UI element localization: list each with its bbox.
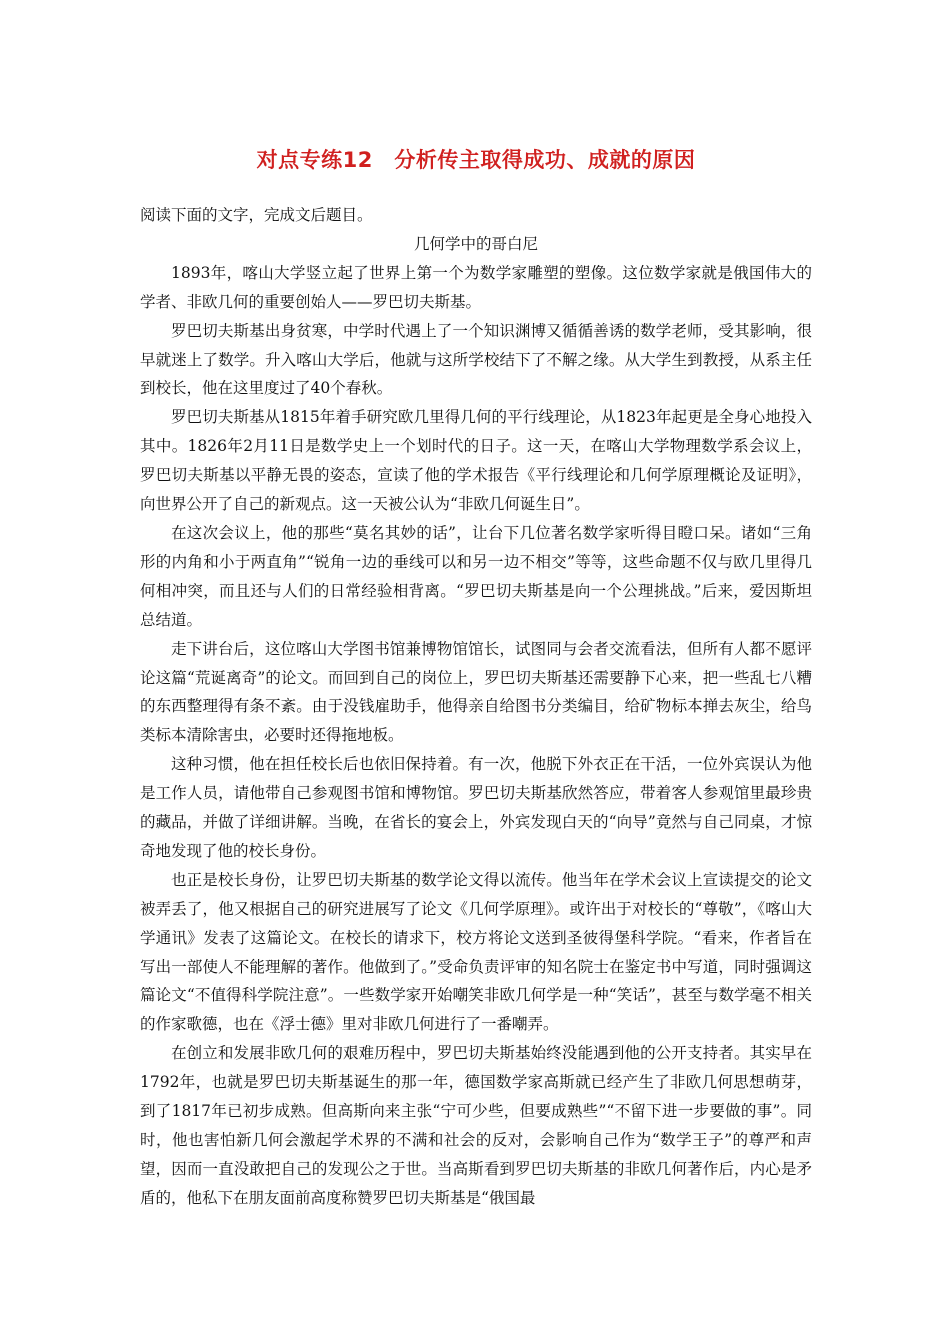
- instruction-text: 阅读下面的文字，完成文后题目。: [140, 206, 373, 224]
- page-title: 对点专练12 分析传主取得成功、成就的原因: [256, 148, 696, 172]
- paragraph: 在这次会议上，他的那些“莫名其妙的话”，让台下几位著名数学家听得目瞪口呆。诸如“三角形的内角和小于两直角”“锐角一边的垂线可以和另一边不相交”等等，这些命题不仅与欧几里得几何相冲突，而且还与人们的日常经验相背离。“罗巴切夫斯基是向一个公理挑战。”后来，爱因斯坦总结道。: [140, 523, 812, 629]
- paragraph: 罗巴切夫斯基从1815年着手研究欧几里得几何的平行线理论，从1823年起更是全身心地投入其中。1826年2月11日是数学史上一个划时代的日子。这一天，在喀山大学物理数学系会议上，罗巴切夫斯基以平静无畏的姿态，宣读了他的学术报告《平行线理论和几何学原理概论及证明》，向世界公开了自己的新观点。这一天被公认为“非欧几何诞生日”。: [140, 408, 812, 514]
- document-page: [140, 140, 812, 1213]
- paragraph: 罗巴切夫斯基出身贫寒，中学时代遇上了一个知识渊博又循循善诱的数学老师，受其影响，很早就迷上了数学。升入喀山大学后，他就与这所学校结下了不解之缘。从大学生到教授，从系主任到校长，他在这里度过了40个春秋。: [140, 321, 812, 398]
- paragraph: 在创立和发展非欧几何的艰难历程中，罗巴切夫斯基始终没能遇到他的公开支持者。其实早在1792年，也就是罗巴切夫斯基诞生的那一年，德国数学家高斯就已经产生了非欧几何思想萌芽，到了1817年已初步成熟。但高斯向来主张“宁可少些，但要成熟些”“不留下进一步要做的事”。同时，他也害怕新几何会激起学术界的不满和社会的反对，会影响自己作为“数学王子”的尊严和声望，因而一直没敢把自己的发现公之于世。当高斯看到罗巴切夫斯基的非欧几何著作后，内心是矛盾的，他私下在朋友面前高度称赞罗巴切夫斯基是“俄国最: [140, 1044, 812, 1207]
- article-title: 几何学中的哥白尼: [413, 234, 538, 253]
- paragraph: 1893年，喀山大学竖立起了世界上第一个为数学家雕塑的塑像。这位数学家就是俄国伟大的学者、非欧几何的重要创始人——罗巴切夫斯基。: [140, 263, 812, 311]
- paragraph: 也正是校长身份，让罗巴切夫斯基的数学论文得以流传。他当年在学术会议上宣读提交的论文被弄丢了，他又根据自己的研究进展写了论文《几何学原理》。或许出于对校长的“尊敬”，《喀山大学通讯》发表了这篇论文。在校长的请求下，校方将论文送到圣彼得堡科学院。“看来，作者旨在写出一部使人不能理解的著作。他做到了。”受命负责评审的知名院士在鉴定书中写道，同时强调这篇论文“不值得科学院注意”。一些数学家开始嘲笑非欧几何学是一种“笑话”，甚至与数学毫不相关的作家歌德，也在《浮士德》里对非欧几何进行了一番嘲弄。: [140, 870, 812, 1034]
- paragraph: 走下讲台后，这位喀山大学图书馆兼博物馆馆长，试图同与会者交流看法，但所有人都不愿评论这篇“荒诞离奇”的论文。而回到自己的岗位上，罗巴切夫斯基还需要静下心来，把一些乱七八糟的东西整理得有条不紊。由于没钱雇助手，他得亲自给图书分类编目，给矿物标本掸去灰尘，给鸟类标本清除害虫，必要时还得拖地板。: [140, 639, 812, 745]
- paragraph: 这种习惯，他在担任校长后也依旧保持着。有一次，他脱下外衣正在干活，一位外宾误认为他是工作人员，请他带自己参观图书馆和博物馆。罗巴切夫斯基欣然答应，带着客人参观馆里最珍贵的藏品，并做了详细讲解。当晚，在省长的宴会上，外宾发现白天的“向导”竟然与自己同桌，才惊奇地发现了他的校长身份。: [140, 755, 812, 860]
